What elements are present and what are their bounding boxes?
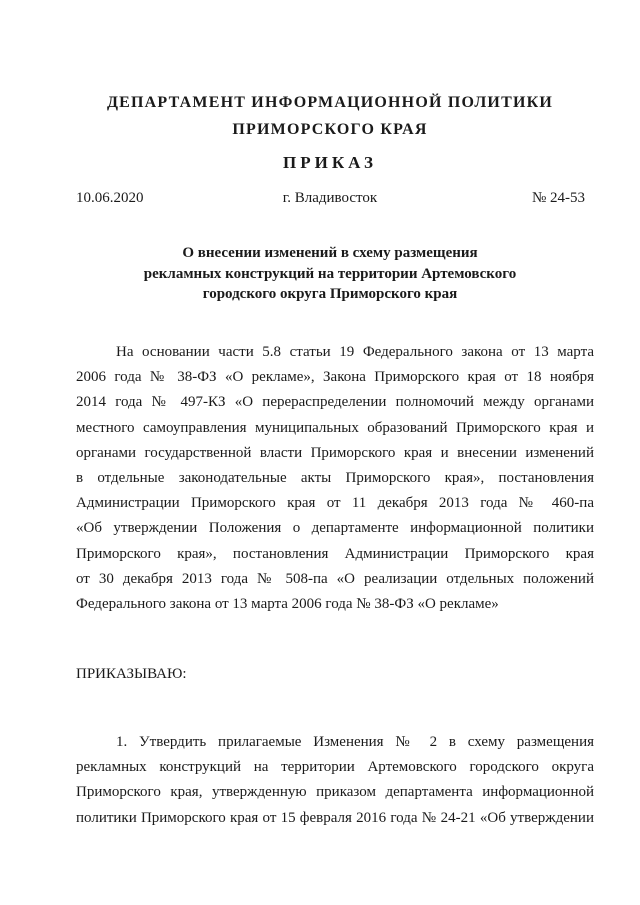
paragraph-line: 1. Утвердить прилагаемые Изменения № 2 в схему размещения	[116, 734, 594, 750]
document-date: 10.06.2020	[76, 190, 144, 206]
paragraph-line: Приморского края, утвержденную приказом департамента информационной	[76, 784, 594, 801]
preamble-paragraph	[76, 340, 594, 617]
order-word: ПРИКАЗЫВАЮ:	[76, 666, 187, 682]
paragraph-line: в отдельные законодательные акты Приморского края», постановления	[76, 470, 594, 487]
paragraph-line: Приморского края», постановления Администрации Приморского края	[76, 545, 594, 562]
paragraph-line: Федерального закона от 13 марта 2006 года № 38-ФЗ «О рекламе»	[76, 596, 499, 613]
paragraph-line: рекламных конструкций на территории Артемовского городского округа	[76, 759, 594, 776]
department-name-line-2: ПРИМОРСКОГО КРАЯ	[232, 121, 428, 138]
paragraph-line: На основании части 5.8 статьи 19 Федерального закона от 13 марта	[116, 344, 594, 360]
paragraph-line: политики Приморского края от 15 февраля 2016 года № 24-21 «Об утверждении	[76, 809, 594, 826]
department-name-line-1: ДЕПАРТАМЕНТ ИНФОРМАЦИОННОЙ ПОЛИТИКИ	[106, 94, 554, 111]
document-city: г. Владивосток	[282, 190, 378, 206]
paragraph-line: 2006 года № 38-ФЗ «О рекламе», Закона Приморского края от 18 ноября	[76, 369, 594, 386]
item-1-paragraph	[76, 730, 594, 831]
document-number: № 24-53	[531, 190, 585, 206]
paragraph-line: от 30 декабря 2013 года № 508-па «О реализации отдельных положений	[76, 570, 594, 587]
paragraph-line: органами государственной власти Приморского края и внесении изменений	[76, 444, 594, 461]
paragraph-line: местного самоуправления муниципальных образований Приморского края и	[76, 419, 594, 436]
title-line: О внесении изменений в схему размещения	[182, 245, 478, 261]
document-type-heading: ПРИКАЗ	[283, 153, 377, 172]
paragraph-line: 2014 года № 497-КЗ «О перераспределении полномочий между органами	[76, 394, 594, 411]
paragraph-line: «Об утверждении Положения о департаменте информационной политики	[76, 520, 594, 537]
paragraph-line: Администрации Приморского края от 11 декабря 2013 года № 460-па	[76, 495, 594, 512]
document-title	[70, 243, 590, 305]
title-line: рекламных конструкций на территории Артемовского	[143, 265, 517, 282]
title-line: городского округа Приморского края	[202, 286, 458, 302]
